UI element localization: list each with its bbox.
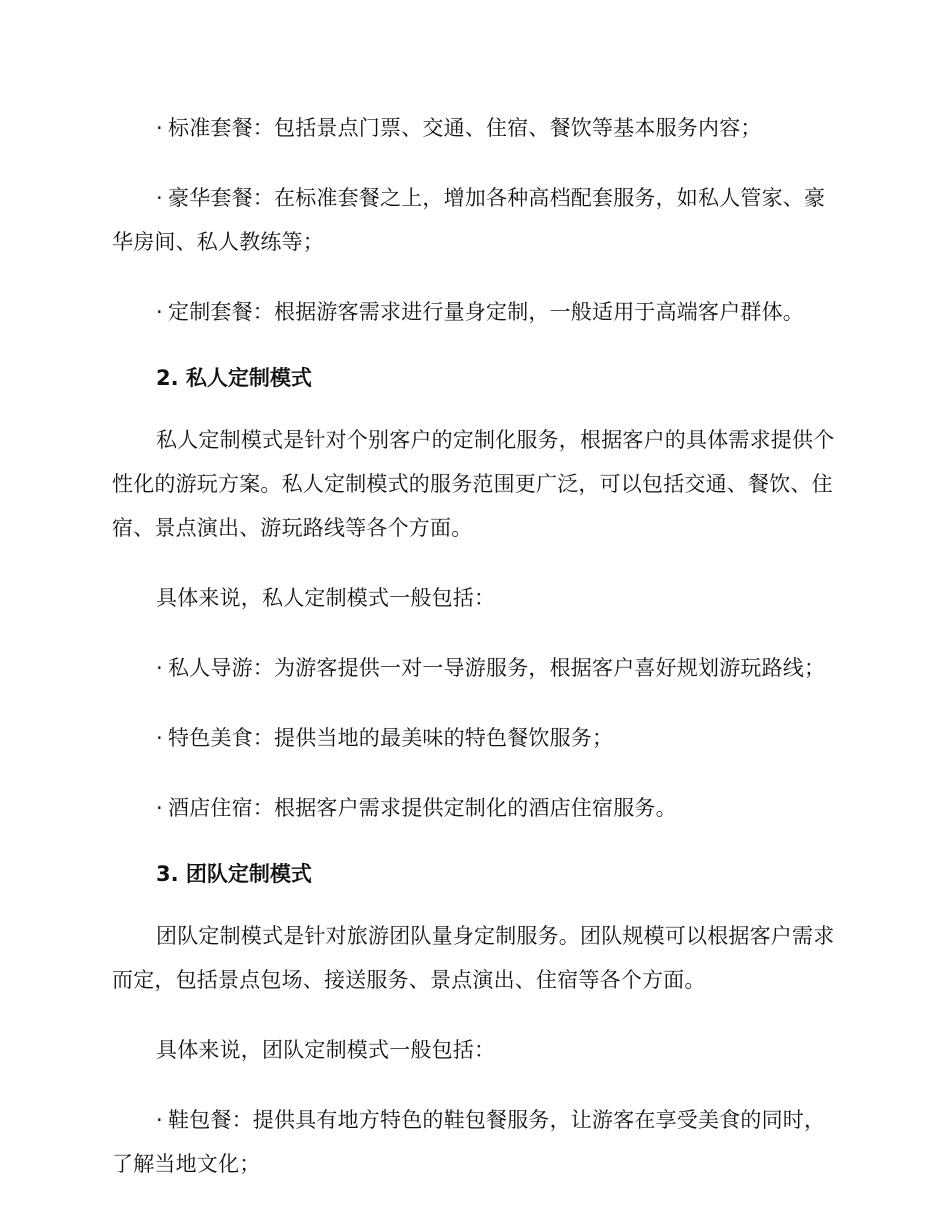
bullet-dot: · xyxy=(156,116,163,140)
bullet-dot: · xyxy=(156,726,163,750)
bullet-luxury-package xyxy=(112,176,836,264)
bullet-dot: · xyxy=(156,1108,163,1132)
bullet-text: 标准套餐：包括景点门票、交通、住宿、餐饮等基本服务内容； xyxy=(168,116,762,140)
bullet-text: 特色美食：提供当地的最美味的特色餐饮服务； xyxy=(168,726,614,750)
bullet-text: 私人导游：为游客提供一对一导游服务，根据客户喜好规划游玩路线； xyxy=(168,656,826,680)
bullet-text: 酒店住宿：根据客户需求提供定制化的酒店住宿服务。 xyxy=(168,796,677,820)
paragraph-team-intro: 团队定制模式是针对旅游团队量身定制服务。团队规模可以根据客户需求而定，包括景点包场、接送服务、景点演出、住宿等各个方面。 xyxy=(112,924,835,992)
bullet-standard-package xyxy=(112,106,836,150)
bullet-text: 鞋包餐：提供具有地方特色的鞋包餐服务，让游客在享受美食的同时，了解当地文化； xyxy=(112,1108,826,1176)
bullet-hotel xyxy=(112,786,836,830)
bullet-local-food xyxy=(112,716,836,760)
bullet-text: 豪华套餐：在标准套餐之上，增加各种高档配套服务，如私人管家、豪华房间、私人教练等； xyxy=(112,186,826,254)
paragraph-private-intro: 私人定制模式是针对个别客户的定制化服务，根据客户的具体需求提供个性化的游玩方案。私人定制模式的服务范围更广泛，可以包括交通、餐饮、住宿、景点演出、游玩路线等各个方面。 xyxy=(112,428,835,540)
bullet-private-guide xyxy=(112,646,836,690)
bullet-text: 定制套餐：根据游客需求进行量身定制，一般适用于高端客户群体。 xyxy=(168,300,804,324)
bullet-dot: · xyxy=(156,656,163,680)
bullet-dot: · xyxy=(156,186,163,210)
section-heading-private: 2. 私人定制模式 xyxy=(156,366,312,390)
bullet-dot: · xyxy=(156,300,163,324)
section-heading-team: 3. 团队定制模式 xyxy=(156,862,312,886)
bullet-dot: · xyxy=(156,796,163,820)
paragraph-private-lead: 具体来说，私人定制模式一般包括： xyxy=(156,586,496,610)
bullet-shoe-bag-meal xyxy=(112,1098,836,1186)
document-page xyxy=(112,106,836,1212)
paragraph-team-lead: 具体来说，团队定制模式一般包括： xyxy=(156,1038,496,1062)
bullet-custom-package xyxy=(112,290,836,334)
